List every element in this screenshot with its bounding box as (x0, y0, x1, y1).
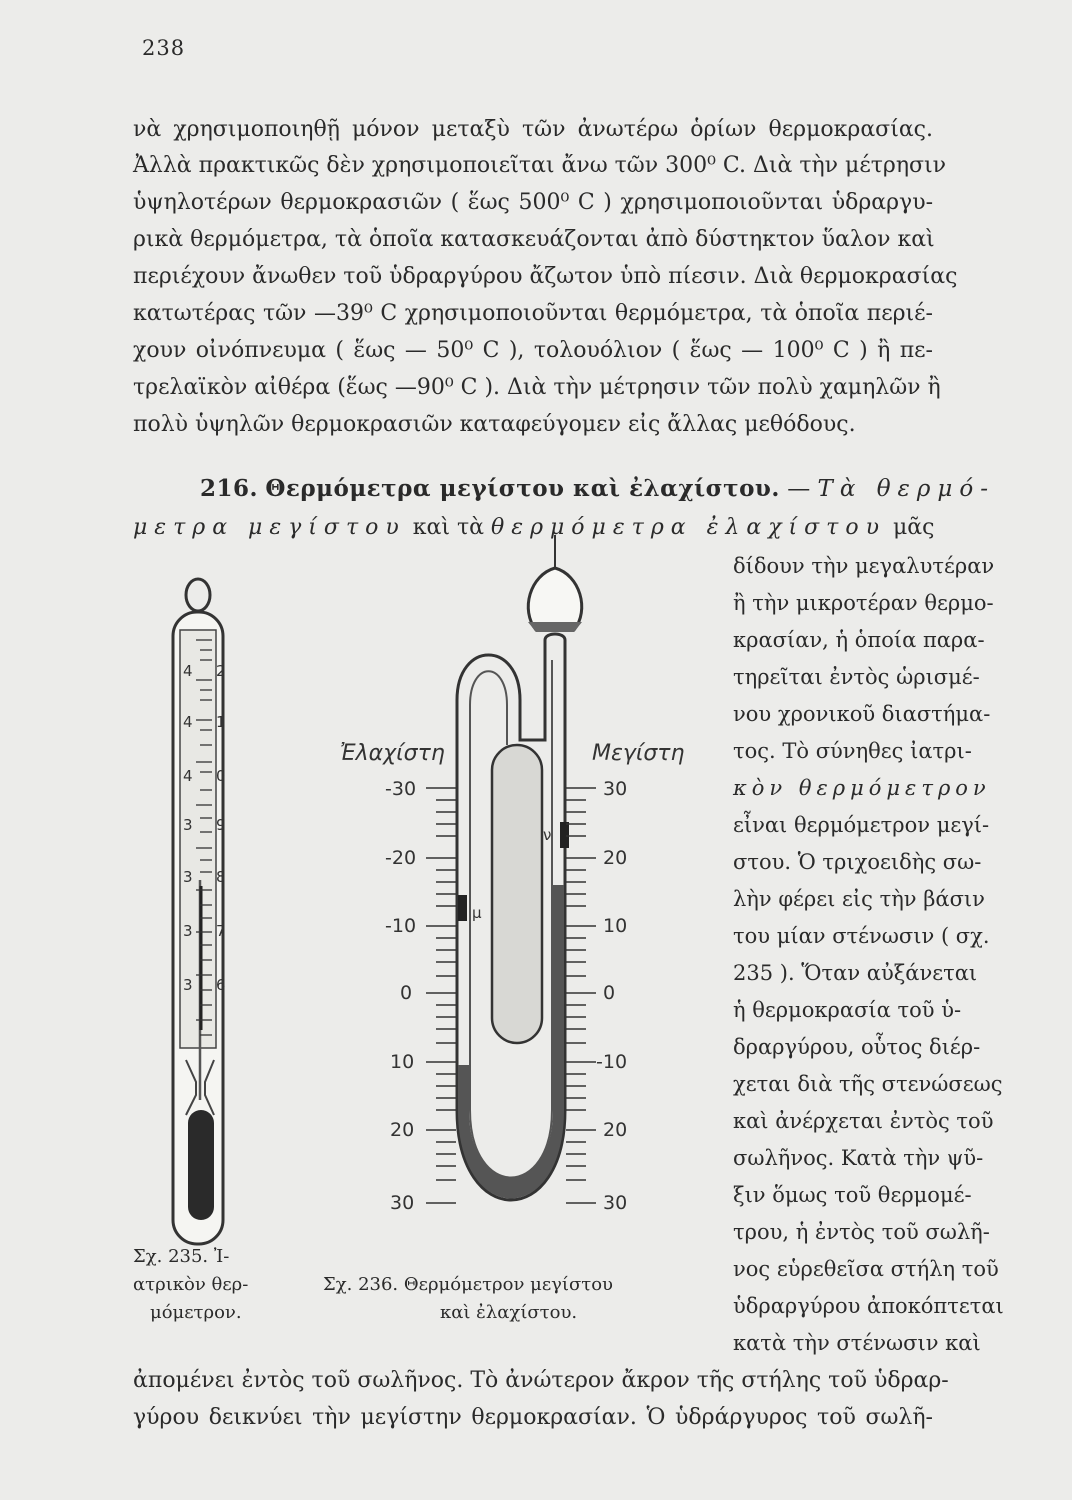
alcohol-bulb (492, 745, 542, 1043)
side-line: ξιν ὅμως τοῦ θερμομέ- (733, 1183, 972, 1207)
scale-numeral: 6 (216, 976, 226, 994)
side-line: του μίαν στένωσιν ( σχ. (733, 924, 990, 948)
side-line: τηρεῖται ἐντὸς ὡρισμέ- (733, 665, 980, 689)
caption-235-line3: μόμετρον. (150, 1302, 242, 1323)
min-scale-label: 10 (390, 1051, 415, 1073)
min-scale-label: 30 (390, 1192, 415, 1214)
scale-numeral: 0 (216, 767, 226, 785)
caption-236-line1: Σχ. 236. Θερμόμετρον μεγίστου (323, 1274, 614, 1295)
text-line: τρελαϊκὸν αἰθέρα (ἕως —90⁰ C ). Διὰ τὴν μέτρησιν τῶν πολὺ χαμηλῶν ἢ (133, 375, 941, 400)
min-scale-label: 0 (400, 982, 413, 1004)
side-line: νου χρονικοῦ διαστήμα- (733, 702, 991, 726)
index-max-label: ν (543, 826, 552, 844)
term-min: θερμόμετρα ἐλαχίστου (491, 515, 886, 540)
scale-numeral: 2 (216, 662, 226, 680)
max-scale-label: 20 (603, 847, 628, 869)
side-line: δίδουν τὴν μεγαλυτέραν (733, 554, 995, 578)
max-scale-label: 20 (603, 1119, 628, 1141)
side-line: τος. Τὸ σύνηθες ἰατρι- (733, 739, 972, 763)
scale-numeral: 3 (183, 816, 193, 834)
caption-236-line2: καὶ ἐλαχίστου. (440, 1302, 578, 1323)
side-line: καὶ ἀνέρχεται ἐντὸς τοῦ (733, 1109, 994, 1133)
section-lead: Τὰ θερμό- (817, 476, 995, 502)
side-line: κὸν θερμόμετρον (733, 776, 991, 800)
text-fragment: μᾶς (892, 515, 935, 540)
text-line: κατωτέρας τῶν —39⁰ C χρησιμοποιοῦνται θερμόμετρα, τὰ ὁποῖα περιέ- (133, 301, 933, 326)
scale-numeral: 4 (183, 767, 193, 785)
scale-numeral: 4 (183, 713, 193, 731)
max-min-thermometer (340, 535, 685, 1214)
scale-numeral: 3 (183, 868, 193, 886)
scale-numeral: 3 (183, 922, 193, 940)
text-line: ἀπομένει ἐντὸς τοῦ σωλῆνος. Τὸ ἀνώτερον ἄκρον τῆς στήλης τοῦ ὑδραρ- (133, 1368, 949, 1393)
section-dash: — (787, 476, 811, 502)
index-max (560, 822, 569, 848)
clinical-thermometer (173, 579, 226, 1244)
side-line: νος εὑρεθεῖσα στήλη τοῦ (733, 1257, 999, 1281)
text-line: πολὺ ὑψηλῶν θερμοκρασιῶν καταφεύγομεν εἰς ἄλλας μεθόδους. (133, 412, 856, 437)
label-maximum: Μεγίστη (592, 741, 685, 766)
expansion-bulb (528, 568, 581, 630)
caption-235-line2: ατρικὸν θερ- (133, 1274, 249, 1295)
side-line: στου. Ὁ τριχοειδὴς σω- (733, 850, 982, 874)
scale-numeral: 9 (216, 816, 226, 834)
mercury-bulb (188, 1110, 214, 1220)
text-line: Ἀλλὰ πρακτικῶς δὲν χρησιμοποιεῖται ἄνω τῶν 300⁰ C. Διὰ τὴν μέτρησιν (133, 153, 947, 178)
side-line: δραργύρου, οὗτος διέρ- (733, 1035, 981, 1059)
text-line: χουν οἰνόπνευμα ( ἕως — 50⁰ C ), τολουόλιον ( ἕως — 100⁰ C ) ἢ πε- (133, 338, 933, 363)
side-line: σωλῆνος. Κατὰ τὴν ψῦ- (733, 1146, 984, 1170)
thermometer-loop (186, 579, 210, 611)
caption-235-line1: Σχ. 235. Ἰ- (133, 1246, 230, 1267)
min-scale-label: -30 (385, 778, 417, 800)
index-min-label: μ (472, 904, 482, 922)
scale-numeral: 8 (216, 868, 226, 886)
section-number: 216. (200, 475, 259, 502)
max-scale-label: 0 (603, 982, 616, 1004)
scale-numeral: 4 (183, 662, 193, 680)
index-min (458, 895, 467, 921)
min-scale-label: -10 (385, 915, 417, 937)
min-scale-ticks (426, 788, 456, 1203)
text-line: ὑψηλοτέρων θερμοκρασιῶν ( ἕως 500⁰ C ) χρησιμοποιοῦνται ὑδραργυ- (133, 190, 933, 215)
side-line: κρασίαν, ἡ ὁποία παρα- (733, 628, 985, 652)
side-line: 235 ). Ὅταν αὐξάνεται (733, 961, 978, 985)
side-line: λὴν φέρει εἰς τὴν βάσιν (733, 887, 985, 911)
side-line: ἢ τὴν μικροτέραν θερμο- (733, 591, 994, 615)
side-line: ἡ θερμοκρασία τοῦ ὑ- (733, 998, 962, 1022)
text-line: περιέχουν ἄνωθεν τοῦ ὑδραργύρου ἄζωτον ὑπὸ πίεσιν. Διὰ θερμοκρασίας (133, 264, 958, 289)
min-scale-label: -20 (385, 847, 417, 869)
min-scale-label: 20 (390, 1119, 415, 1141)
text-fragment: καὶ τὰ (412, 515, 485, 540)
text-line: νὰ χρησιμοποιηθῇ μόνον μεταξὺ τῶν ἀνωτέρω ὁρίων θερμοκρασίας. (133, 117, 933, 142)
side-line: ὑδραργύρου ἀποκόπτεται (733, 1294, 1004, 1318)
max-scale-label: -10 (596, 1051, 628, 1073)
max-scale-ticks (566, 788, 596, 1203)
scale-numeral: 3 (183, 976, 193, 994)
side-line: κατὰ τὴν στένωσιν καὶ (733, 1331, 981, 1355)
page-number: 238 (142, 36, 186, 60)
scale-numeral: 1 (216, 713, 226, 731)
side-line: εἶναι θερμόμετρον μεγί- (733, 813, 990, 837)
section-title: Θερμόμετρα μεγίστου καὶ ἐλαχίστου. (265, 475, 780, 502)
side-line: τρου, ἡ ἐντὸς τοῦ σωλῆ- (733, 1220, 990, 1244)
max-scale-label: 30 (603, 778, 628, 800)
side-line: χεται διὰ τῆς στενώσεως (733, 1072, 1003, 1096)
text-line: ρικὰ θερμόμετρα, τὰ ὁποῖα κατασκευάζονται ἀπὸ δύστηκτον ὕαλον καὶ (133, 227, 935, 252)
scale-numeral: 7 (216, 922, 226, 940)
max-scale-label: 30 (603, 1192, 628, 1214)
max-scale-label: 10 (603, 915, 628, 937)
label-minimum: Ἐλαχίστη (340, 741, 445, 766)
term-max: μετρα μεγίστου (133, 515, 406, 540)
text-line: γύρου δεικνύει τὴν μεγίστην θερμοκρασίαν. Ὁ ὑδράργυρος τοῦ σωλῆ- (133, 1405, 933, 1430)
